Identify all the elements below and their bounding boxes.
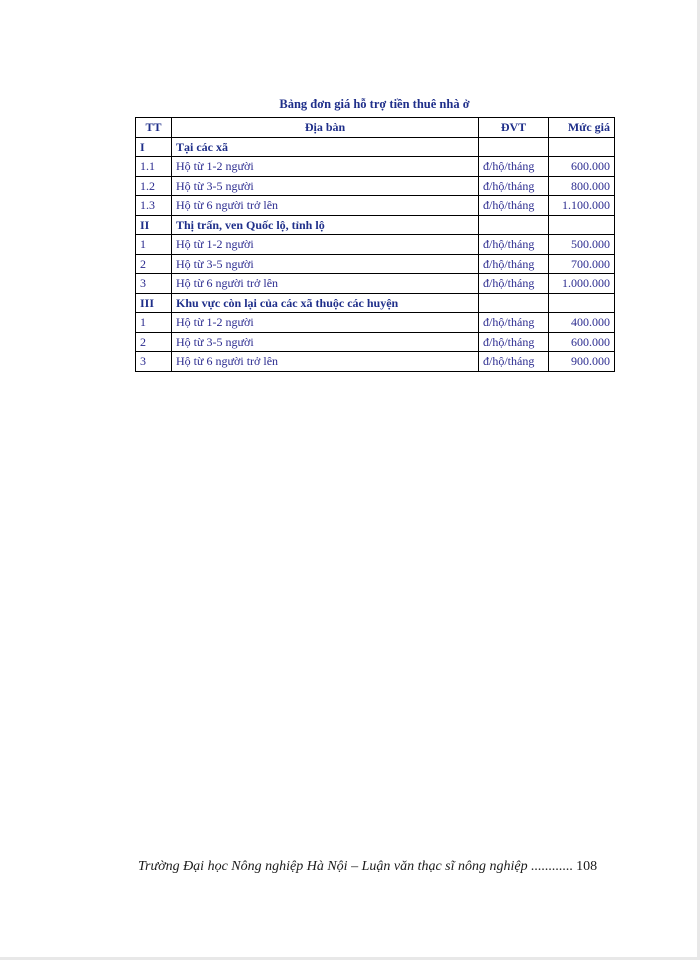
table-row: [136, 332, 615, 352]
cell-area: Hộ từ 1-2 người: [172, 235, 479, 255]
table-header-row: [136, 118, 615, 138]
cell-unit: đ/hộ/tháng: [479, 274, 549, 294]
cell-price: 400.000: [549, 313, 615, 333]
table-row: [136, 235, 615, 255]
table-section-row: [136, 137, 615, 157]
cell-tt: III: [136, 293, 172, 313]
cell-unit: đ/hộ/tháng: [479, 352, 549, 372]
cell-tt: 1.2: [136, 176, 172, 196]
cell-unit: [479, 215, 549, 235]
cell-tt: 2: [136, 254, 172, 274]
cell-price: 500.000: [549, 235, 615, 255]
page-number: 108: [576, 859, 598, 874]
price-table: [135, 117, 615, 372]
cell-price: [549, 293, 615, 313]
cell-unit: đ/hộ/tháng: [479, 196, 549, 216]
header-price: Mức giá: [549, 118, 615, 138]
table-row: [136, 274, 615, 294]
cell-unit: đ/hộ/tháng: [479, 313, 549, 333]
table-section-row: [136, 293, 615, 313]
cell-area: Hộ từ 1-2 người: [172, 157, 479, 177]
cell-unit: đ/hộ/tháng: [479, 157, 549, 177]
cell-unit: đ/hộ/tháng: [479, 176, 549, 196]
header-area: Địa bàn: [172, 118, 479, 138]
cell-tt: 2: [136, 332, 172, 352]
table-row: [136, 254, 615, 274]
table-row: [136, 176, 615, 196]
table-title: Bảng đơn giá hỗ trợ tiền thuê nhà ở: [279, 97, 470, 111]
cell-unit: đ/hộ/tháng: [479, 254, 549, 274]
cell-area: Hộ từ 3-5 người: [172, 332, 479, 352]
cell-tt: I: [136, 137, 172, 157]
header-unit: ĐVT: [479, 118, 549, 138]
cell-area: Hộ từ 6 người trở lên: [172, 274, 479, 294]
page-footer: [138, 859, 597, 875]
cell-price: 1.100.000: [549, 196, 615, 216]
table-row: [136, 196, 615, 216]
cell-area: Hộ từ 3-5 người: [172, 176, 479, 196]
cell-tt: 3: [136, 274, 172, 294]
cell-price: 1.000.000: [549, 274, 615, 294]
cell-unit: đ/hộ/tháng: [479, 235, 549, 255]
cell-price: 600.000: [549, 157, 615, 177]
cell-tt: 3: [136, 352, 172, 372]
cell-tt: 1: [136, 313, 172, 333]
cell-area: Khu vực còn lại của các xã thuộc các huyện: [172, 293, 479, 313]
cell-price: 800.000: [549, 176, 615, 196]
table-section-row: [136, 215, 615, 235]
cell-tt: 1.1: [136, 157, 172, 177]
cell-area: Thị trấn, ven Quốc lộ, tỉnh lộ: [172, 215, 479, 235]
footer-text: Trường Đại học Nông nghiệp Hà Nội – Luận văn thạc sĩ nông nghiệp ............: [138, 859, 574, 874]
cell-unit: đ/hộ/tháng: [479, 332, 549, 352]
cell-unit: [479, 293, 549, 313]
cell-area: Hộ từ 1-2 người: [172, 313, 479, 333]
table-row: [136, 352, 615, 372]
table-row: [136, 157, 615, 177]
table-body: [136, 137, 615, 371]
table-row: [136, 313, 615, 333]
cell-price: [549, 215, 615, 235]
cell-tt: 1.3: [136, 196, 172, 216]
cell-tt: II: [136, 215, 172, 235]
cell-area: Hộ từ 6 người trở lên: [172, 352, 479, 372]
cell-price: 900.000: [549, 352, 615, 372]
cell-price: 600.000: [549, 332, 615, 352]
cell-area: Hộ từ 6 người trở lên: [172, 196, 479, 216]
cell-price: [549, 137, 615, 157]
cell-tt: 1: [136, 235, 172, 255]
cell-area: Tại các xã: [172, 137, 479, 157]
cell-area: Hộ từ 3-5 người: [172, 254, 479, 274]
header-tt: TT: [136, 118, 172, 138]
cell-unit: [479, 137, 549, 157]
cell-price: 700.000: [549, 254, 615, 274]
